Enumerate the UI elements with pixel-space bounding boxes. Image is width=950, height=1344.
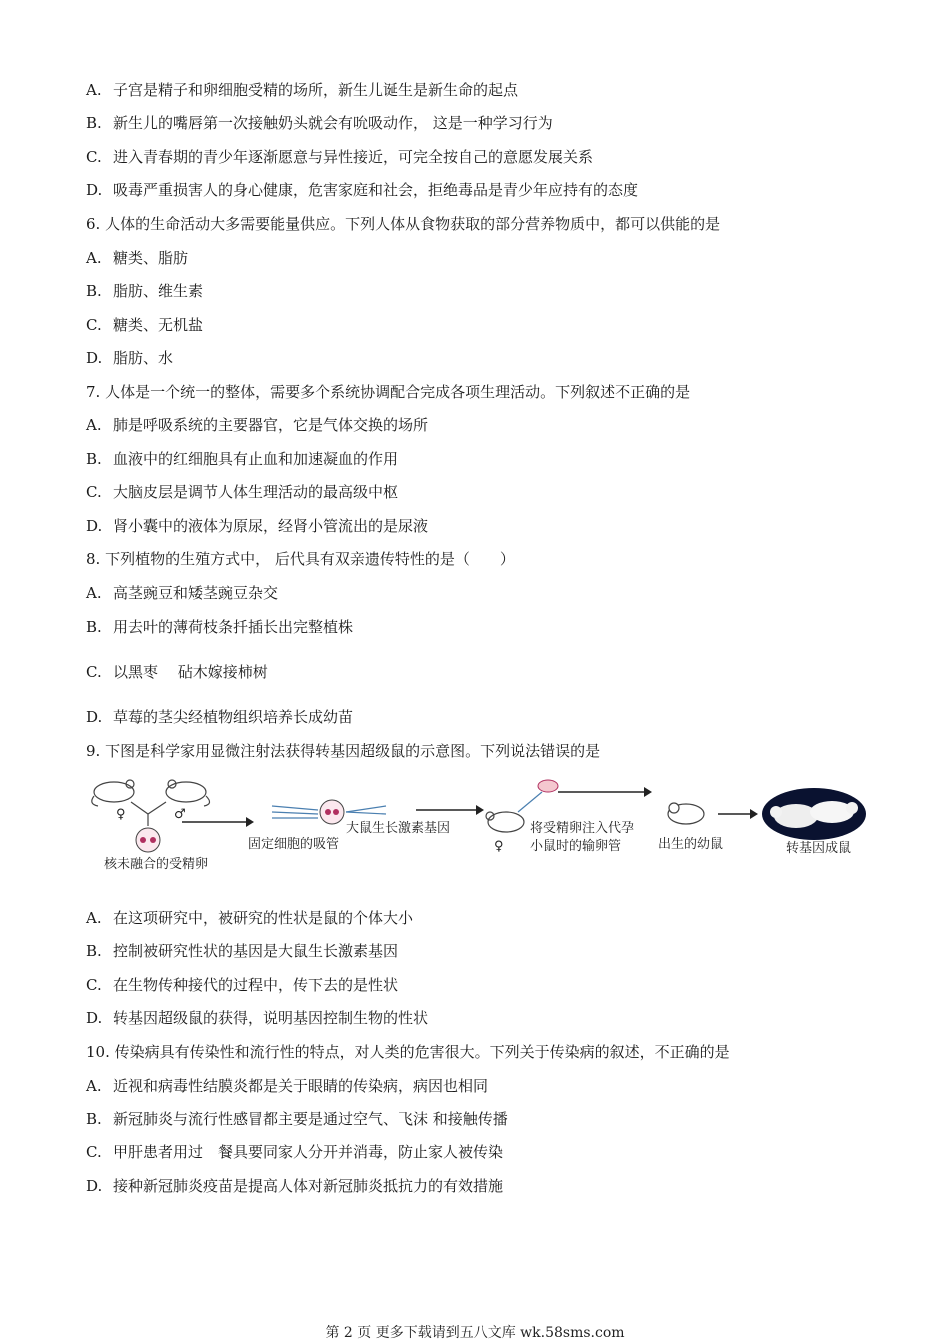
fertilized-egg-icon — [136, 828, 160, 852]
option-text: 脂肪、维生素 — [113, 282, 204, 300]
pipette-icon — [272, 806, 318, 818]
answer-option — [86, 908, 413, 928]
answer-option — [86, 348, 173, 368]
answer-option — [86, 1142, 503, 1162]
answer-option — [86, 1076, 488, 1096]
answer-option — [86, 1109, 508, 1129]
label-adult: 转基因成鼠 — [786, 841, 852, 856]
egg-in-pipette-icon — [320, 800, 344, 824]
recipient-symbol: ♀ — [494, 839, 504, 854]
answer-option — [86, 315, 203, 335]
option-letter: B. — [86, 618, 102, 636]
option-letter: B. — [86, 114, 102, 132]
option-letter: D. — [86, 349, 103, 367]
answer-option — [86, 248, 188, 268]
answer-option — [86, 449, 398, 469]
label-egg: 核未融合的受精卵 — [104, 857, 209, 872]
option-letter: B. — [86, 1110, 102, 1128]
option-text: 糖类、无机盐 — [113, 316, 204, 334]
answer-option — [86, 482, 398, 502]
option-text: 新生儿的嘴唇第一次接触奶头就会有吮吸动作， 这是一种学习行为 — [113, 114, 553, 132]
option-letter: C. — [86, 1143, 102, 1161]
mating-connector — [131, 802, 166, 826]
option-letter: A. — [86, 416, 102, 434]
answer-option — [86, 975, 398, 995]
label-gene: 大鼠生长激素基因 — [346, 821, 451, 836]
transgenic-mouse-diagram — [86, 770, 876, 880]
question-stem: 7. 人体是一个统一的整体，需要多个系统协调配合完成各项生理活动。下列叙述不正确的是 — [86, 383, 691, 401]
option-text: 吸毒严重损害人的身心健康，危害家庭和社会，拒绝毒品是青少年应持有的态度 — [113, 181, 639, 199]
option-letter: A. — [86, 81, 102, 99]
option-text: 脂肪、水 — [113, 349, 174, 367]
option-text: 子宫是精子和卵细胞受精的场所，新生儿诞生是新生命的起点 — [113, 81, 519, 99]
answer-option — [86, 80, 518, 100]
option-text: 草莓的茎尖经植物组织培养长成幼苗 — [113, 708, 354, 726]
adult-transgenic-mice-photo — [762, 788, 866, 840]
answer-option — [86, 1176, 503, 1196]
option-text: 接种新冠肺炎疫苗是提高人体对新冠肺炎抵抗力的有效措施 — [113, 1177, 504, 1195]
surrogate-mouse-icon — [486, 812, 524, 832]
answer-option — [86, 1008, 428, 1028]
option-text: 近视和病毒性结膜炎都是关于眼睛的传染病，病因也相同 — [113, 1077, 489, 1095]
question-stem: 10. 传染病具有传染性和流行性的特点，对人类的危害很大。下列关于传染病的叙述，不正确的是 — [86, 1043, 730, 1061]
option-text: 血液中的红细胞具有止血和加速凝血的作用 — [113, 450, 399, 468]
option-letter: D. — [86, 517, 103, 535]
answer-option — [86, 180, 638, 200]
answer-option — [86, 113, 553, 133]
answer-option — [86, 941, 398, 961]
page-footer: 第 2 页 更多下载请到五八文库 wk.58sms.com — [325, 1325, 625, 1341]
option-text: 高茎豌豆和矮茎豌豆杂交 — [113, 584, 279, 602]
option-text: 肺是呼吸系统的主要器官，它是气体交换的场所 — [113, 416, 429, 434]
answer-option — [86, 662, 268, 682]
option-text: 肾小囊中的液体为原尿，经肾小管流出的是尿液 — [113, 517, 429, 535]
option-text: 大脑皮层是调节人体生理活动的最高级中枢 — [113, 483, 399, 501]
option-letter: C. — [86, 316, 102, 334]
option-text: 新冠肺炎与流行性感冒都主要是通过空气、飞沫 和接触传播 — [113, 1110, 508, 1128]
female-symbol: ♀ — [116, 807, 126, 822]
option-letter: C. — [86, 483, 102, 501]
option-letter: D. — [86, 1009, 103, 1027]
answer-option — [86, 583, 278, 603]
label-inject-line-2: 小鼠时的输卵管 — [530, 839, 622, 854]
male-symbol: ♂ — [174, 807, 186, 822]
option-text: 在生物传种接代的过程中，传下去的是性状 — [113, 976, 399, 994]
male-mouse-icon — [166, 780, 210, 806]
question-stem: 8. 下列植物的生殖方式中， 后代具有双亲遗传特性的是（ ） — [86, 550, 515, 568]
option-letter: C. — [86, 148, 102, 166]
option-text: 用去叶的薄荷枝条扦插长出完整植株 — [113, 618, 354, 636]
option-letter: D. — [86, 181, 103, 199]
option-letter: A. — [86, 249, 102, 267]
answer-option — [86, 516, 428, 536]
option-letter: D. — [86, 708, 103, 726]
answer-option — [86, 415, 428, 435]
answer-option — [86, 617, 353, 637]
option-letter: A. — [86, 584, 102, 602]
label-newborn: 出生的幼鼠 — [658, 837, 724, 852]
option-letter: C. — [86, 663, 102, 681]
label-pipette: 固定细胞的吸管 — [248, 837, 340, 852]
option-text: 转基因超级鼠的获得，说明基因控制生物的性状 — [113, 1009, 429, 1027]
label-inject-line-1: 将受精卵注入代孕 — [530, 821, 635, 836]
newborn-mouse-icon — [668, 803, 704, 824]
answer-option — [86, 147, 593, 167]
option-letter: C. — [86, 976, 102, 994]
option-letter: B. — [86, 282, 102, 300]
female-mouse-icon — [92, 780, 134, 806]
option-text: 甲肝患者用过 餐具要同家人分开并消毒，防止家人被传染 — [113, 1143, 504, 1161]
option-text: 在这项研究中，被研究的性状是鼠的个体大小 — [113, 909, 414, 927]
injection-needle-icon — [346, 806, 386, 814]
option-letter: A. — [86, 1077, 102, 1095]
option-text: 以黑枣 砧木嫁接柿树 — [113, 663, 268, 681]
answer-option — [86, 281, 203, 301]
question-stem: 6. 人体的生命活动大多需要能量供应。下列人体从食物获取的部分营养物质中，都可以供能的是 — [86, 215, 721, 233]
syringe-icon — [518, 780, 558, 812]
answer-option — [86, 707, 353, 727]
option-text: 糖类、脂肪 — [113, 249, 189, 267]
question-stem: 9. 下图是科学家用显微注射法获得转基因超级鼠的示意图。下列说法错误的是 — [86, 742, 601, 760]
option-letter: D. — [86, 1177, 103, 1195]
option-text: 控制被研究性状的基因是大鼠生长激素基因 — [113, 942, 399, 960]
option-text: 进入青春期的青少年逐渐愿意与异性接近，可完全按自己的意愿发展关系 — [113, 148, 594, 166]
option-letter: B. — [86, 942, 102, 960]
option-letter: B. — [86, 450, 102, 468]
option-letter: A. — [86, 909, 102, 927]
